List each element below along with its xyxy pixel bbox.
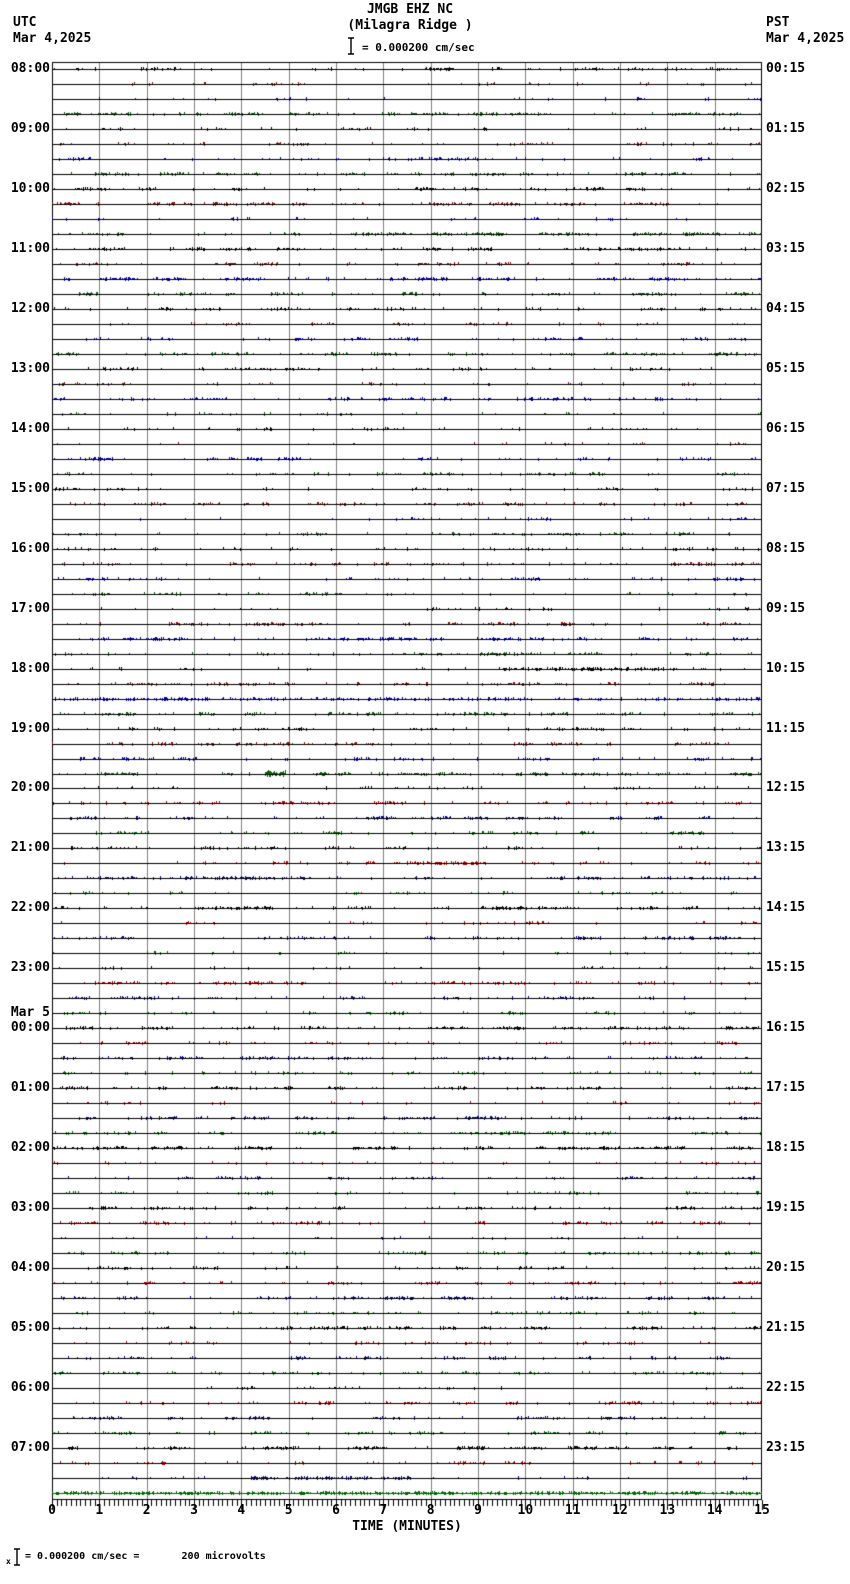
utc-date-rollover-label: Mar 5 [10,1005,50,1020]
x-axis-tick-label: 8 [426,1503,435,1518]
pst-date-label: Mar 4,2025 [766,31,845,46]
utc-hour-label: 18:00 [10,661,50,676]
utc-hour-label: 22:00 [10,900,50,915]
utc-hour-label: 07:00 [10,1440,50,1455]
utc-hour-label: 05:00 [10,1320,50,1335]
pst-hour-label: 14:15 [766,900,806,915]
pst-hour-label: 15:15 [766,960,806,975]
x-axis-tick-label: 1 [95,1503,104,1518]
x-axis-tick-label: 9 [474,1503,482,1518]
x-axis-tick-label: 3 [190,1503,198,1518]
pst-hour-label: 18:15 [766,1140,806,1155]
pst-hour-label: 23:15 [766,1440,806,1455]
utc-hour-label: 12:00 [10,301,50,316]
pst-hour-label: 03:15 [766,241,806,256]
pst-hour-label: 07:15 [766,481,806,496]
footer-scale-note: = 0.000200 cm/sec = 200 microvolts [25,1551,266,1562]
utc-hour-label: 04:00 [10,1260,50,1275]
utc-hour-label: 10:00 [10,181,50,196]
pst-hour-label: 09:15 [766,601,806,616]
pst-hour-label: 02:15 [766,181,806,196]
pst-hour-label: 19:15 [766,1200,806,1215]
utc-hour-label: 19:00 [10,721,50,736]
station-subtitle: (Milagra Ridge ) [347,18,473,33]
pst-hour-label: 01:15 [766,121,806,136]
pst-hour-label: 05:15 [766,361,806,376]
x-axis-tick-label: 4 [237,1503,246,1518]
utc-hour-label: 09:00 [10,121,50,136]
utc-hour-label: 21:00 [10,840,50,855]
x-axis-tick-label: 2 [142,1503,151,1518]
x-axis-tick-label: 14 [706,1503,723,1518]
pst-hour-label: 06:15 [766,421,806,436]
page-title: JMGB EHZ NC [366,2,454,17]
x-axis-tick-label: 5 [284,1503,293,1518]
x-axis-tick-label: 11 [564,1503,581,1518]
x-axis-tick-label: 7 [379,1503,388,1518]
x-axis-tick-label: 6 [332,1503,340,1518]
utc-date-label: Mar 4,2025 [13,31,92,46]
pst-hour-label: 20:15 [766,1260,806,1275]
pst-hour-label: 13:15 [766,840,806,855]
utc-hour-label: 08:00 [10,61,50,76]
pst-hour-label: 00:15 [766,61,806,76]
utc-hour-label: 13:00 [10,361,50,376]
x-axis-tick-label: 13 [659,1503,676,1518]
x-axis-tick-label: 0 [48,1503,56,1518]
utc-hour-label: 23:00 [10,960,50,975]
x-axis-title: TIME (MINUTES) [352,1519,462,1534]
utc-hour-label: 16:00 [10,541,50,556]
pst-hour-label: 17:15 [766,1080,806,1095]
x-axis-tick-label: 10 [517,1503,534,1518]
x-axis-tick-label: 12 [612,1503,628,1518]
pst-hour-label: 04:15 [766,301,806,316]
utc-hour-label: 01:00 [10,1080,50,1095]
pst-hour-label: 08:15 [766,541,806,556]
pst-timezone-label: PST [766,15,790,30]
utc-hour-label: 00:00 [10,1020,50,1035]
utc-hour-label: 14:00 [10,421,50,436]
utc-timezone-label: UTC [13,15,37,30]
x-axis-tick-label: 15 [754,1503,770,1518]
utc-hour-label: 02:00 [10,1140,50,1155]
utc-hour-label: 17:00 [10,601,50,616]
footer-ibeam-icon [13,1548,21,1566]
pst-hour-label: 12:15 [766,780,806,795]
footer-prefix-glyph: x [6,1557,11,1566]
pst-hour-label: 22:15 [766,1380,806,1395]
utc-hour-label: 03:00 [10,1200,50,1215]
utc-hour-label: 20:00 [10,780,50,795]
pst-hour-label: 11:15 [766,721,806,736]
utc-hour-label: 11:00 [10,241,50,256]
pst-hour-label: 21:15 [766,1320,806,1335]
pst-hour-label: 10:15 [766,661,806,676]
utc-hour-label: 15:00 [10,481,50,496]
pst-hour-label: 16:15 [766,1020,806,1035]
scale-ibeam-icon [347,37,355,55]
utc-hour-label: 06:00 [10,1380,50,1395]
scale-label: = 0.000200 cm/sec [362,41,475,54]
